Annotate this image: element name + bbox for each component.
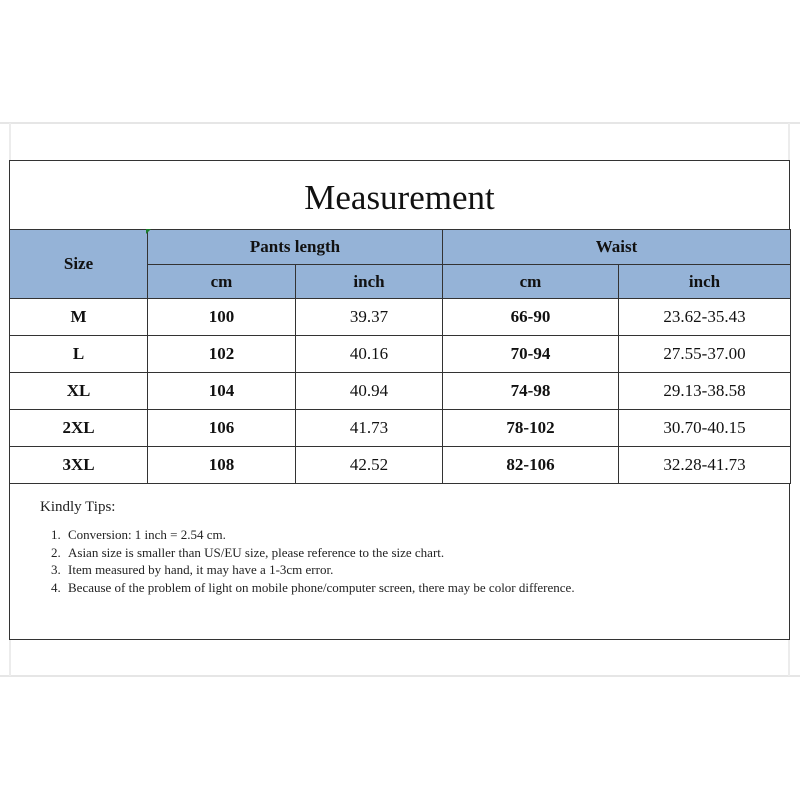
header-row-groups bbox=[10, 230, 791, 265]
tips-title: Kindly Tips: bbox=[40, 499, 116, 515]
sheet-gridline-top bbox=[0, 122, 800, 124]
waist-inch-cell: 29.13-38.58 bbox=[619, 373, 791, 410]
pants-cm-cell: 104 bbox=[148, 373, 296, 410]
waist-cm-cell: 82-106 bbox=[443, 447, 619, 484]
waist-cm-cell: 74-98 bbox=[443, 373, 619, 410]
kindly-tips bbox=[40, 499, 760, 596]
size-cell: 3XL bbox=[10, 447, 148, 484]
waist-cm-cell: 70-94 bbox=[443, 336, 619, 373]
pants-inch-header: inch bbox=[296, 265, 443, 299]
table-row bbox=[10, 447, 791, 484]
pants-inch-cell: 40.94 bbox=[296, 373, 443, 410]
size-cell: XL bbox=[10, 373, 148, 410]
pants-cm-cell: 108 bbox=[148, 447, 296, 484]
size-header: Size bbox=[10, 230, 148, 299]
title-row bbox=[10, 161, 789, 230]
pants-cm-header: cm bbox=[148, 265, 296, 299]
sheet-gridline-bottom bbox=[0, 675, 800, 677]
tips-list bbox=[40, 526, 760, 596]
pants-inch-cell: 40.16 bbox=[296, 336, 443, 373]
pants-cm-cell: 100 bbox=[148, 299, 296, 336]
size-cell: M bbox=[10, 299, 148, 336]
tip-item: 4. Because of the problem of light on mobile phone/computer screen, there may be color difference. bbox=[64, 579, 760, 597]
size-chart bbox=[9, 160, 790, 640]
pants-cm-cell: 102 bbox=[148, 336, 296, 373]
waist-inch-cell: 30.70-40.15 bbox=[619, 410, 791, 447]
table-row bbox=[10, 410, 791, 447]
waist-inch-cell: 23.62-35.43 bbox=[619, 299, 791, 336]
tip-item: 2. Asian size is smaller than US/EU size, please reference to the size chart. bbox=[64, 544, 760, 562]
table-row bbox=[10, 373, 791, 410]
pants-cm-cell: 106 bbox=[148, 410, 296, 447]
waist-cm-header: cm bbox=[443, 265, 619, 299]
waist-inch-cell: 32.28-41.73 bbox=[619, 447, 791, 484]
size-cell: 2XL bbox=[10, 410, 148, 447]
waist-inch-cell: 27.55-37.00 bbox=[619, 336, 791, 373]
pants-inch-cell: 42.52 bbox=[296, 447, 443, 484]
size-cell: L bbox=[10, 336, 148, 373]
size-table bbox=[9, 229, 791, 484]
table-row bbox=[10, 299, 791, 336]
table-row bbox=[10, 336, 791, 373]
pants-inch-cell: 39.37 bbox=[296, 299, 443, 336]
waist-header: Waist bbox=[443, 230, 791, 265]
page-title: Measurement bbox=[304, 178, 495, 217]
waist-cm-cell: 66-90 bbox=[443, 299, 619, 336]
pants-inch-cell: 41.73 bbox=[296, 410, 443, 447]
pants-length-header: Pants length bbox=[148, 230, 443, 265]
tip-item: 3. Item measured by hand, it may have a 1-3cm error. bbox=[64, 561, 760, 579]
waist-inch-header: inch bbox=[619, 265, 791, 299]
tip-item: 1. Conversion: 1 inch = 2.54 cm. bbox=[64, 526, 760, 544]
cell-comment-marker-icon bbox=[146, 229, 151, 234]
waist-cm-cell: 78-102 bbox=[443, 410, 619, 447]
